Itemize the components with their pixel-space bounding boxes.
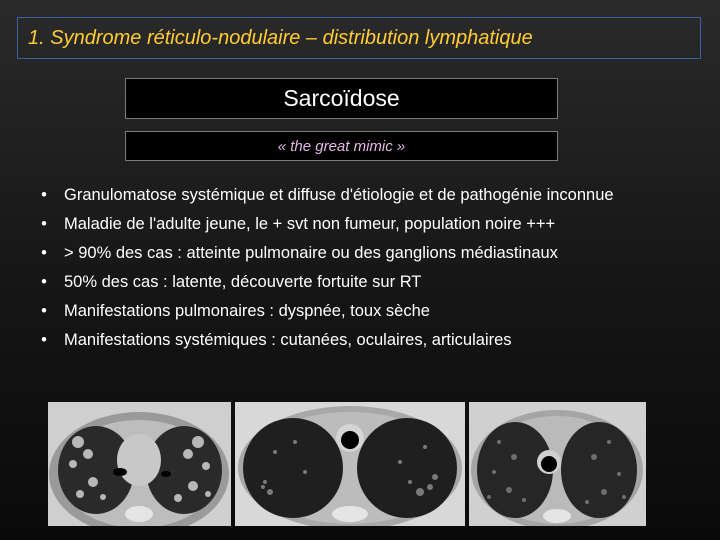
bullet-icon: • <box>41 302 47 320</box>
bullet-item <box>38 214 688 235</box>
ct-scan-3 <box>469 402 646 526</box>
bullet-icon: • <box>41 244 47 262</box>
ct-scan-1 <box>48 402 231 526</box>
heading-box <box>125 78 558 119</box>
bullet-item <box>38 272 688 293</box>
slide-heading: Sarcoïdose <box>283 85 400 111</box>
bullet-icon: • <box>41 273 47 291</box>
bullet-icon: • <box>41 331 47 349</box>
bullet-list <box>38 185 688 359</box>
bullet-text: Maladie de l'adulte jeune, le + svt non fumeur, population noire +++ <box>64 215 556 233</box>
bullet-text: Manifestations systémiques : cutanées, oculaires, articulaires <box>64 331 512 349</box>
bullet-icon: • <box>41 186 47 204</box>
slide-title: 1. Syndrome réticulo-nodulaire – distribution lymphatique <box>28 26 533 49</box>
subheading-box <box>125 131 558 161</box>
bullet-item <box>38 301 688 322</box>
bullet-icon: • <box>41 215 47 233</box>
title-box <box>17 17 701 59</box>
bullet-text: > 90% des cas : atteinte pulmonaire ou des ganglions médiastinaux <box>64 244 558 262</box>
bullet-item <box>38 243 688 264</box>
bullet-item <box>38 185 688 206</box>
ct-scan-2 <box>235 402 465 526</box>
bullet-text: Manifestations pulmonaires : dyspnée, toux sèche <box>64 302 430 320</box>
bullet-text: Granulomatose systémique et diffuse d'étiologie et de pathogénie inconnue <box>64 186 614 204</box>
bullet-item <box>38 330 688 351</box>
bullet-text: 50% des cas : latente, découverte fortuite sur RT <box>64 273 422 291</box>
slide-subheading: « the great mimic » <box>277 137 406 155</box>
